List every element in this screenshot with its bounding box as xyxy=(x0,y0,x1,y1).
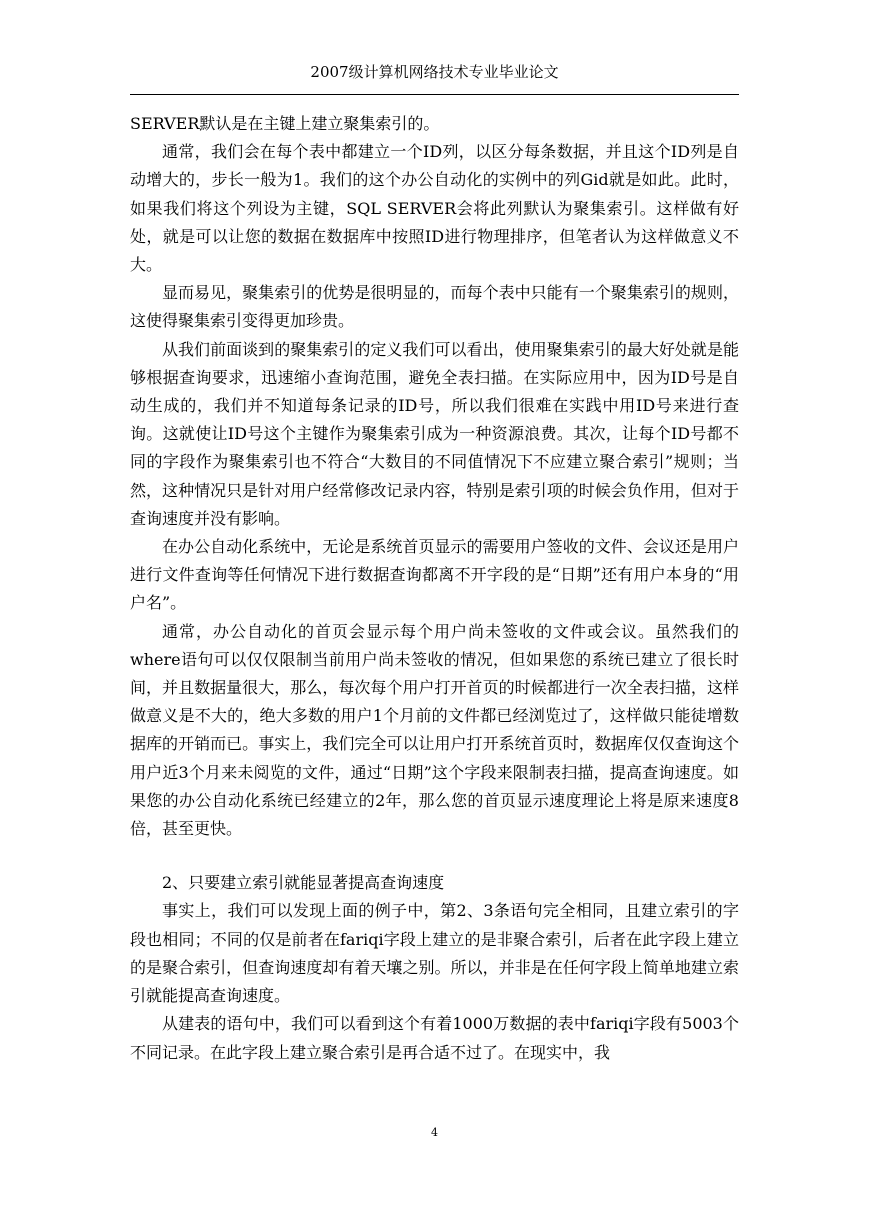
paragraph-4: 从我们前面谈到的聚集索引的定义我们可以看出，使用聚集索引的最大好处就是能够根据查询要求，迅速缩小查询范围，避免全表扫描。在实际应用中，因为ID号是自动生成的，我们并不知道每条记录的ID号，所以我们很难在实践中用ID号来进行查询。这就使让ID号这个主键作为聚集索引成为一种资源浪费。其次，让每个ID号都不同的字段作为聚集索引也不符合“大数目的不同值情况下不应建立聚合索引”规则；当然，这种情况只是针对用户经常修改记录内容，特别是索引项的时候会负作用，但对于查询速度并没有影响。 xyxy=(130,339,739,528)
paragraph-3: 显而易见，聚集索引的优势是很明显的，而每个表中只能有一个聚集索引的规则，这使得聚集索引变得更加珍贵。 xyxy=(130,283,739,331)
section-gap xyxy=(130,843,739,869)
paragraph-1: SERVER默认是在主键上建立聚集索引的。 xyxy=(130,114,440,133)
paragraph-7: 事实上，我们可以发现上面的例子中，第2、3条语句完全相同，且建立索引的字段也相同；不同的仅是前者在fariqi字段上建立的是非聚合索引，后者在此字段上建立的是聚合索引，但查询速度却有着天壤之别。所以，并非是在任何字段上简单地建立索引就能提高查询速度。 xyxy=(130,901,739,1006)
paragraph-5: 在办公自动化系统中，无论是系统首页显示的需要用户签收的文件、会议还是用户进行文件查询等任何情况下进行数据查询都离不开字段的是“日期”还有用户本身的“用户名”。 xyxy=(130,537,739,613)
running-header: 2007级计算机网络技术专业毕业论文 xyxy=(310,63,559,81)
section-heading: 2、只要建立索引就能显著提高查询速度 xyxy=(162,873,445,893)
paragraph-2: 通常，我们会在每个表中都建立一个ID列，以区分每条数据，并且这个ID列是自动增大的，步长一般为1。我们的这个办公自动化的实例中的列Gid就是如此。此时，如果我们将这个列设为主键，SQL SERVER会将此列默认为聚集索引。这样做有好处，就是可以让您的数据在数据库中按照ID进行物理排序，但笔者认为这样做意义不大。 xyxy=(130,142,739,275)
body-text xyxy=(130,110,739,1067)
paragraph-8: 从建表的语句中，我们可以看到这个有着1000万数据的表中fariqi字段有5003个不同记录。在此字段上建立聚合索引是再合适不过了。在现实中，我 xyxy=(130,1014,739,1062)
header-divider xyxy=(130,94,739,95)
page-number: 4 xyxy=(431,1126,438,1139)
paragraph-6: 通常，办公自动化的首页会显示每个用户尚未签收的文件或会议。虽然我们的where语句可以仅仅限制当前用户尚未签收的情况，但如果您的系统已建立了很长时间，并且数据量很大，那么，每次每个用户打开首页的时候都进行一次全表扫描，这样做意义是不大的，绝大多数的用户1个月前的文件都已经浏览过了，这样做只能徒增数据库的开销而已。事实上，我们完全可以让用户打开系统首页时，数据库仅仅查询这个用户近3个月来未阅览的文件，通过“日期”这个字段来限制表扫描，提高查询速度。如果您的办公自动化系统已经建立的2年，那么您的首页显示速度理论上将是原来速度8倍，甚至更快。 xyxy=(130,621,739,839)
